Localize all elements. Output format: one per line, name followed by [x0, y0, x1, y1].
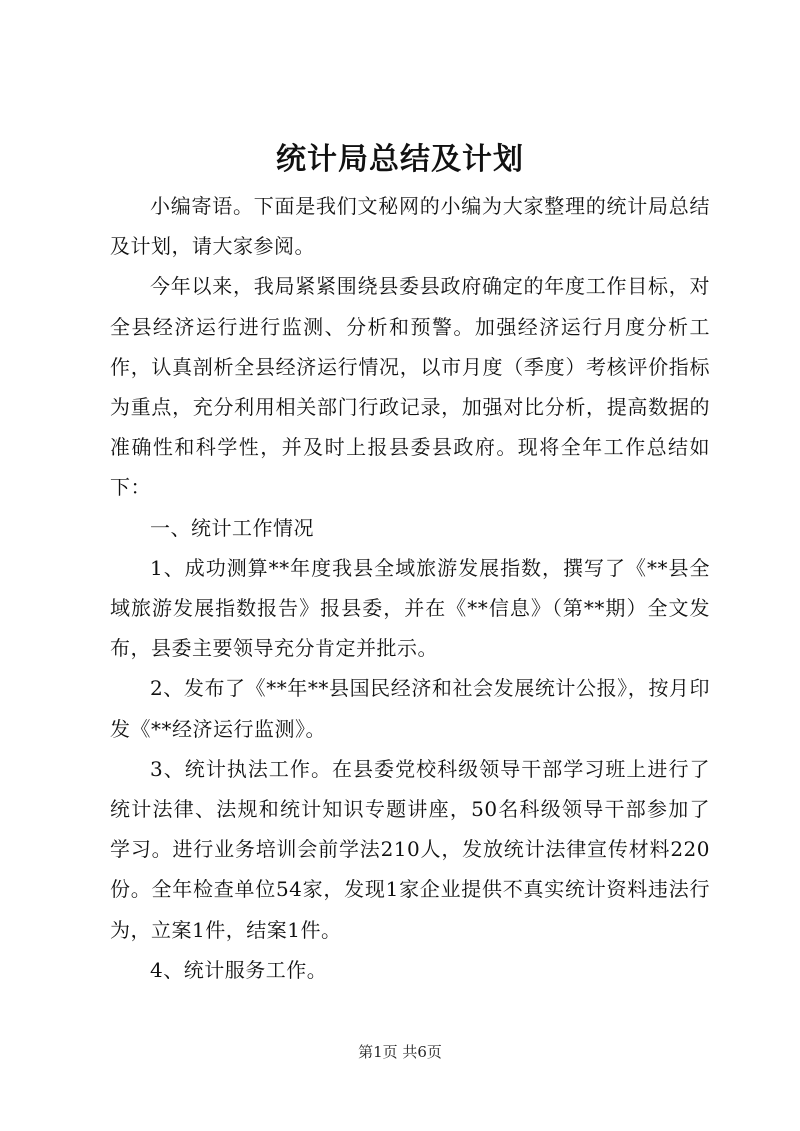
item-1-paragraph: 1、成功测算**年度我县全域旅游发展指数，撰写了《**县全域旅游发展指数报告》报县委，并在《**信息》（第**期）全文发布，县委主要领导充分肯定并批示。 [110, 555, 710, 661]
document-title: 统计局总结及计划 [276, 142, 524, 177]
item-3-paragraph: 3、统计执法工作。在县委党校科级领导干部学习班上进行了统计法律、法规和统计知识专题讲座，50名科级领导干部参加了学习。进行业务培训会前学法210人，发放统计法律宣传材料220份。全年检查单位54家，发现1家企业提供不真实统计资料违法行为，立案1件，结案1件。 [110, 756, 710, 942]
document-body [110, 186, 710, 990]
item-2-paragraph: 2、发布了《**年**县国民经济和社会发展统计公报》，按月印发《**经济运行监测》。 [110, 676, 710, 741]
section-heading: 一、统计工作情况 [150, 515, 314, 540]
item-4-paragraph: 4、统计服务工作。 [150, 957, 328, 982]
summary-paragraph: 今年以来，我局紧紧围绕县委县政府确定的年度工作目标，对全县经济运行进行监测、分析和预警。加强经济运行月度分析工作，认真剖析全县经济运行情况，以市月度（季度）考核评价指标为重点，充分利用相关部门行政记录，加强对比分析，提高数据的准确性和科学性，并及时上报县委县政府。现将全年工作总结如下： [110, 274, 710, 500]
page-number-footer: 第1页 共6页 [358, 1043, 442, 1061]
intro-paragraph: 小编寄语。下面是我们文秘网的小编为大家整理的统计局总结及计划，请大家参阅。 [110, 194, 710, 259]
